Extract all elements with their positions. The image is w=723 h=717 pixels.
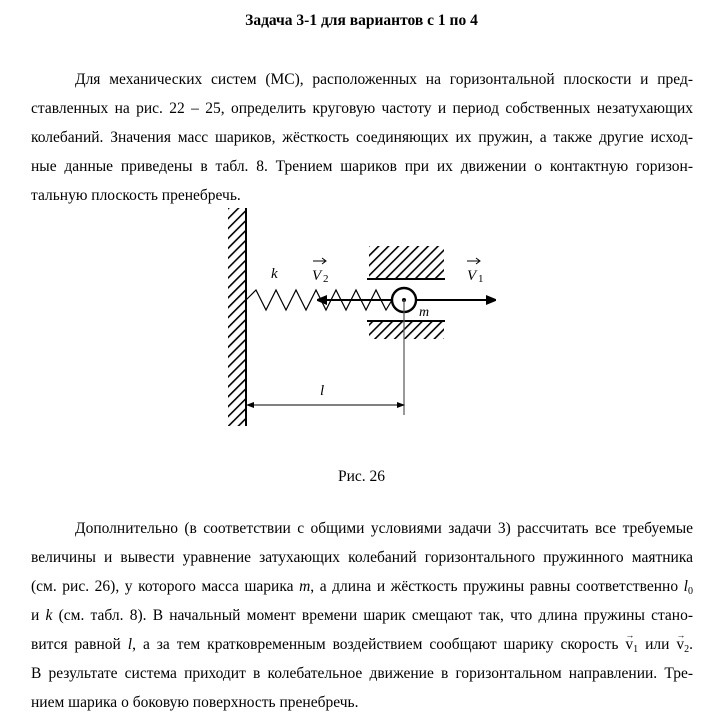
text-line: величины и вывести уравнение затухающих колебаний горизонтального пружинного маятника [31,549,693,566]
guide-top [367,246,445,279]
text-line: колебаний. Значения масс шариков, жёсткость соединяющих их пружин, а также другие исход- [31,129,693,146]
text-line: нием шарика о боковую поверхность пренебречь. [31,694,359,711]
text-line: ные данные приведены в табл. 8. Трением шариков при их движении о контактную горизон- [31,158,693,175]
v1-symbol: → v [625,630,633,659]
spring-constant-label: k [271,266,278,282]
text-line: и k (см. табл. 8). В начальный момент времени шарик смещают так, что длина пружины стано- [31,607,693,624]
problem-title: Задача 3-1 для вариантов с 1 по 4 [245,12,478,29]
length-label: l [320,383,325,399]
text-line: (см. рис. 26), у которого масса шарика m, а длина и жёсткость пружины равны соответственно $l_0$ [31,578,693,597]
additional-task [31,514,693,717]
text-line: В результате система приходит в колебательное движение в горизонтальном направлении. Тре- [31,665,693,682]
mass-symbol: m [299,578,311,595]
v1-label: V [467,268,477,284]
guide-bottom [367,321,445,339]
text-line: Для механических систем (МС), расположенных на горизонтальной плоскости и пред- [75,71,693,88]
text-line: вится равной l, а за тем кратковременным воздействием сообщают шарику скорость → $v_1$ или → $v_2$. [31,630,693,659]
v1-subscript: 1 [478,273,484,285]
v2-symbol: → v [676,630,684,659]
text-line: Дополнительно (в соответствии с общими условиями задачи 3) рассчитать все требуемые [75,520,693,537]
v2-subscript: 2 [323,273,329,285]
v2-label: V [312,268,322,284]
wall [228,208,246,426]
length0-symbol: l [683,578,688,595]
stiffness-symbol: k [45,607,53,624]
text-line: ставленных на рис. 22 – 25, определить круговую частоту и период собственных незатухающих [31,100,693,117]
figure-caption: Рис. 26 [337,468,386,485]
mass-label: m [419,305,430,320]
length-symbol: l [127,636,133,653]
text-line: тальную плоскость пренебречь. [31,187,241,204]
